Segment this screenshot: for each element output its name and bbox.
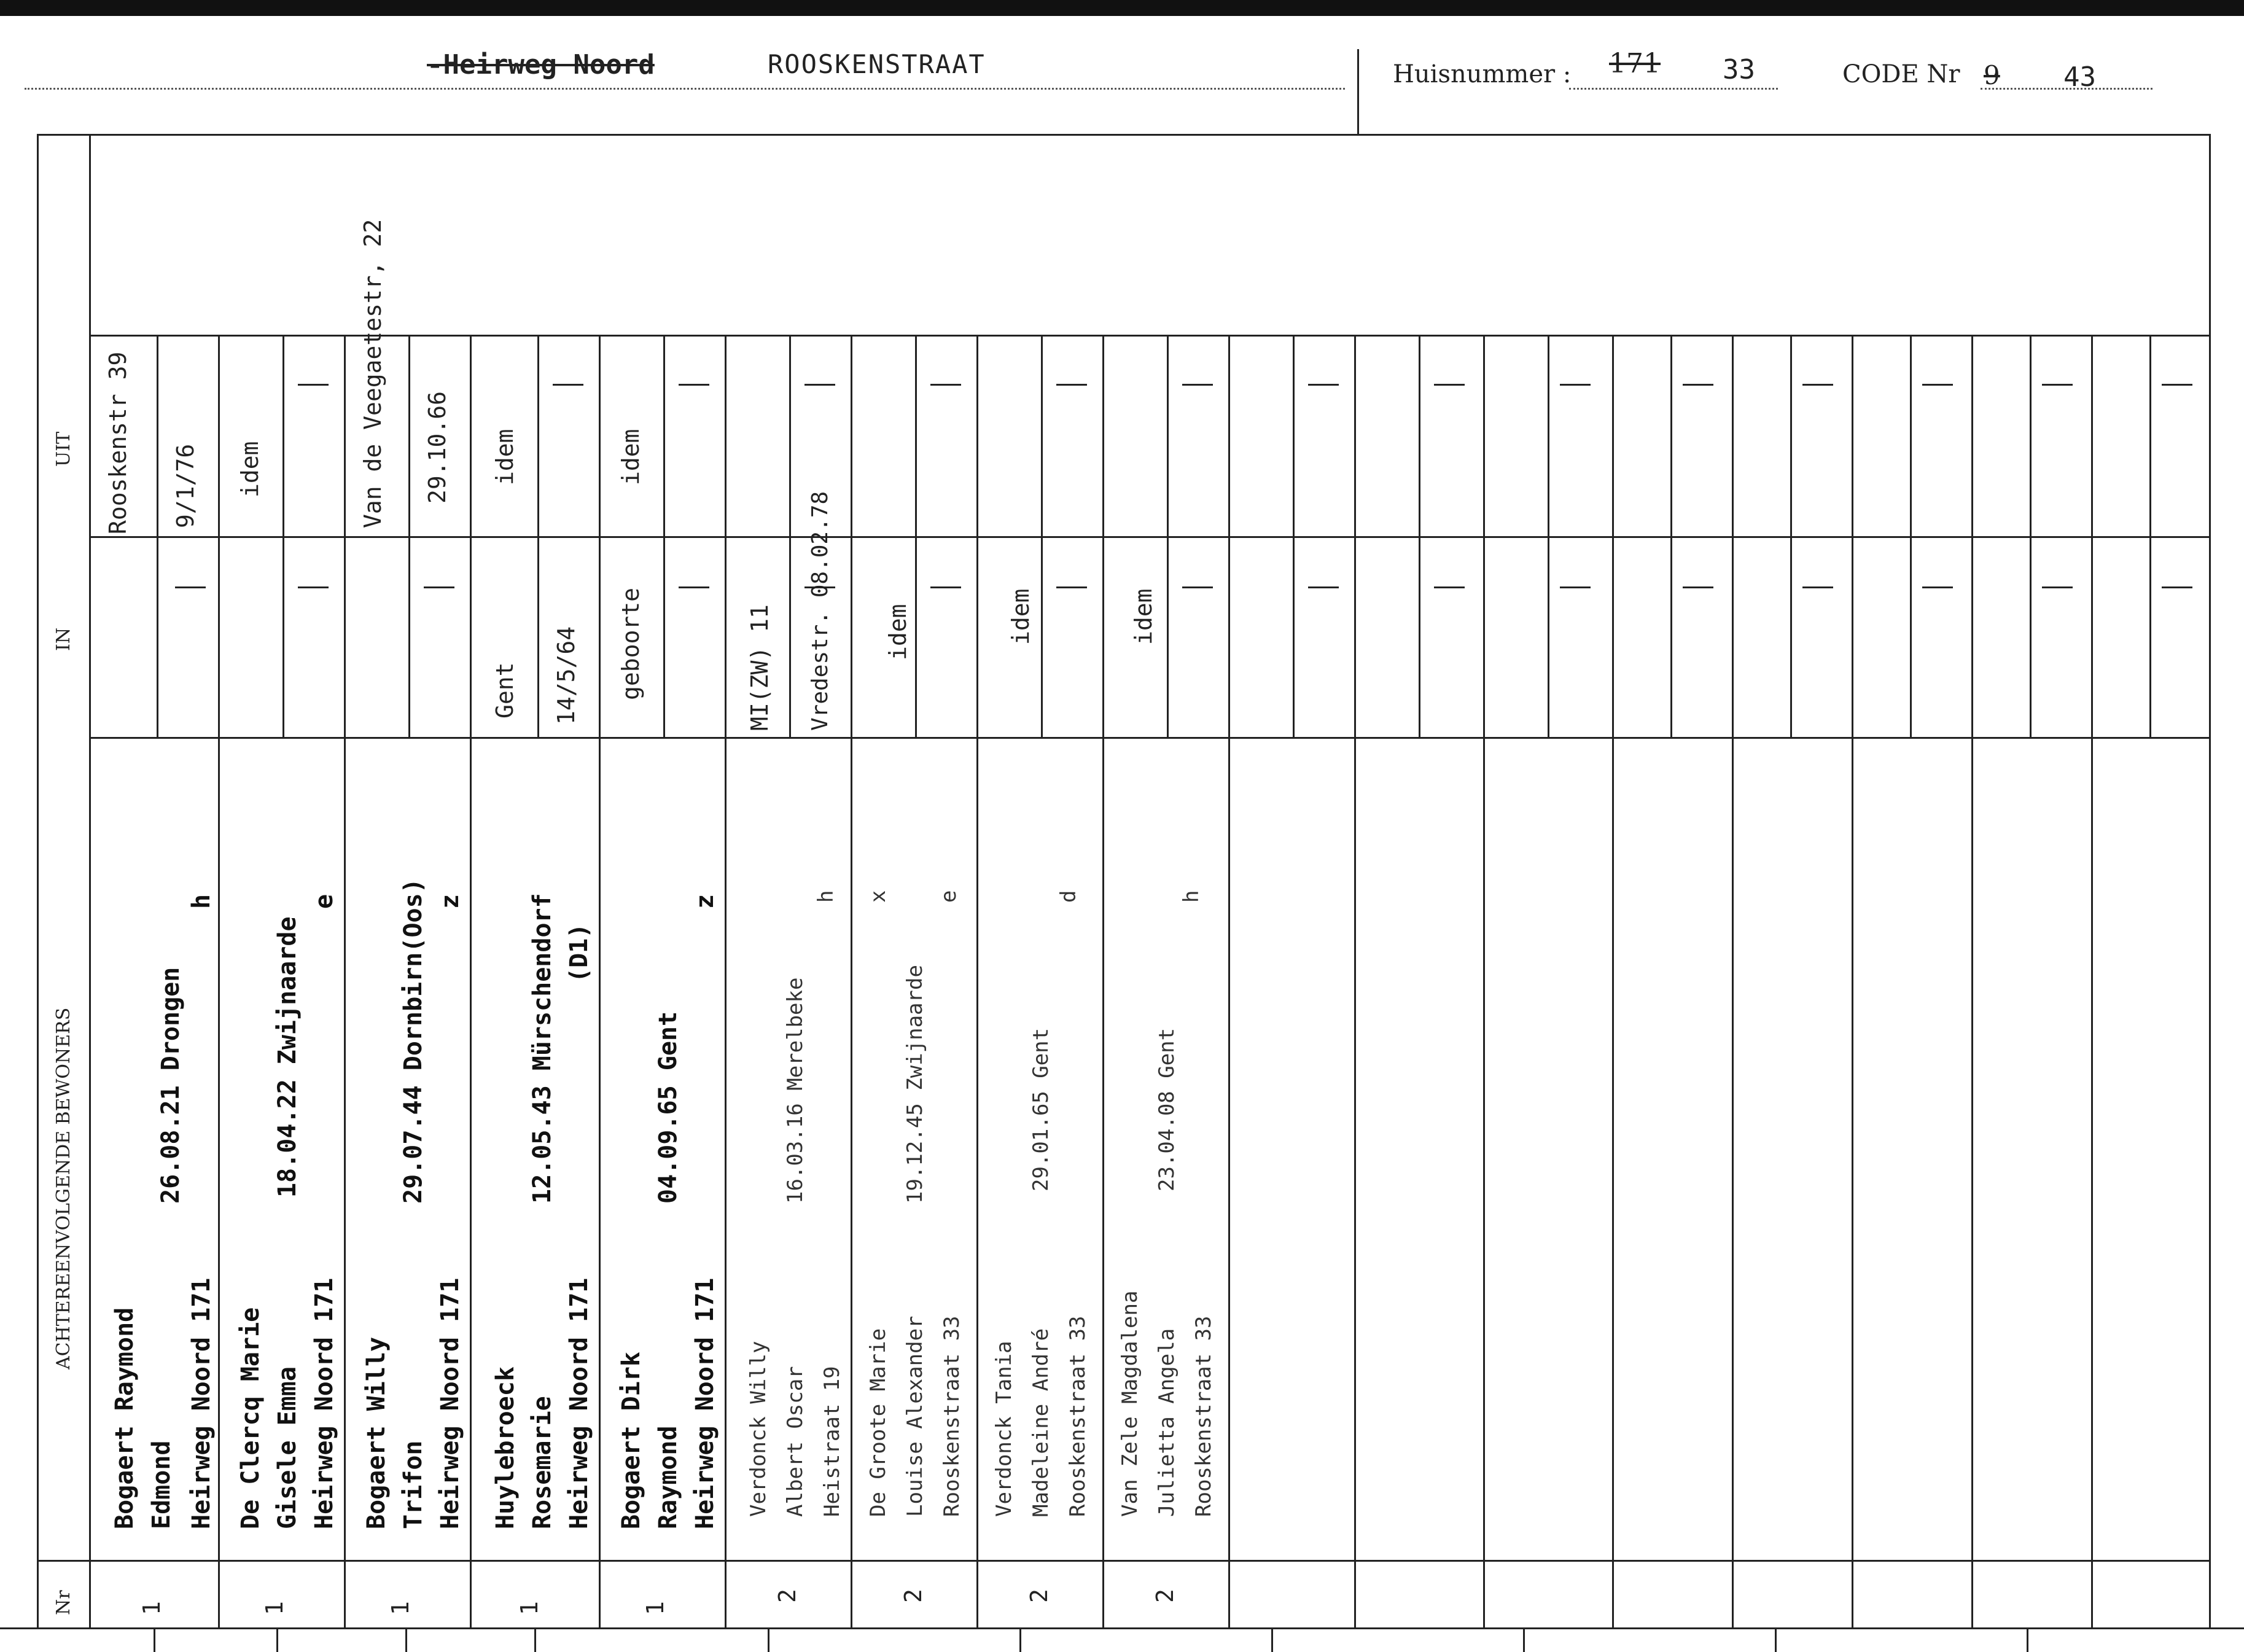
relation: e: [937, 890, 961, 903]
sub-divider: [1293, 335, 1295, 737]
name-line1: Huylebroeck: [491, 1366, 520, 1529]
in-date-dash: [679, 586, 709, 588]
col-divider: [1102, 335, 1104, 1627]
name-line1: De Clercq Marie: [236, 1307, 265, 1529]
bottom-tick: [534, 1627, 536, 1652]
col-divider: [1612, 335, 1614, 1627]
birth: 26.08.21 Drongen: [157, 967, 185, 1204]
relation: h: [1179, 890, 1204, 903]
name-line2: Raymond: [654, 1425, 682, 1529]
name-line1: De Groote Marie: [866, 1328, 890, 1517]
name-line1: Verdonck Tania: [992, 1341, 1016, 1517]
bottom-tick: [1523, 1627, 1525, 1652]
name-line1: Bogaert Willy: [362, 1336, 391, 1529]
name-line1: Bogaert Raymond: [111, 1307, 139, 1529]
bottom-tick: [276, 1627, 278, 1652]
birth: 29.07.44 Dornbirn(Oos): [399, 878, 427, 1204]
in-date-dash: [930, 586, 961, 588]
bottom-tick: [1019, 1627, 1021, 1652]
nr: 2: [1026, 1589, 1053, 1603]
address: Heirweg Noord 171: [691, 1277, 719, 1529]
uit-top-border: [89, 335, 2211, 337]
bottom-tick: [2027, 1627, 2028, 1652]
nr: 1: [516, 1601, 543, 1615]
sub-divider: [1041, 335, 1043, 737]
empty-dash: [1802, 586, 1833, 588]
bewoners-label: ACHTEREENVOLGENDE BEWONERS: [53, 1007, 74, 1370]
empty-dash: [1683, 384, 1713, 386]
empty-dash: [2162, 586, 2192, 588]
empty-dash: [1434, 384, 1465, 386]
in-date-dash: [1182, 586, 1213, 588]
col-divider: [1354, 335, 1356, 1627]
relation: e: [310, 894, 338, 909]
table-right-border: [2209, 134, 2211, 1627]
empty-dash: [1308, 384, 1339, 386]
sub-divider: [663, 335, 665, 737]
birth: 16.03.16 Merelbeke: [783, 977, 808, 1204]
name-line2: Rosemarie: [528, 1396, 556, 1529]
col-divider: [1971, 335, 1973, 1627]
name-line2: Louise Alexander: [903, 1315, 927, 1517]
table-left-border: [37, 134, 39, 1627]
huisnummer-label: Huisnummer :: [1393, 60, 1572, 88]
bottom-tick: [1775, 1627, 1777, 1652]
uit-date-dash: [930, 384, 961, 386]
sub-divider: [1790, 335, 1792, 737]
uit-label: UIT: [53, 431, 74, 467]
street-name-old: -Heirweg Noord: [427, 49, 655, 80]
in-place: idem: [1130, 588, 1157, 645]
sub-divider: [1419, 335, 1420, 737]
sub-divider: [2030, 335, 2032, 737]
empty-dash: [1560, 384, 1591, 386]
col-divider: [344, 335, 346, 1627]
uit-place: idem: [236, 441, 263, 497]
name-line2: Edmond: [147, 1440, 176, 1529]
huisnummer-dotted-line: [1569, 88, 1778, 90]
header-divider: [1357, 49, 1359, 135]
nr: 1: [261, 1601, 288, 1615]
in-date-dash: [1056, 586, 1087, 588]
in-place: idem: [1007, 588, 1034, 645]
col-divider: [470, 335, 472, 1627]
huisnummer-new: 33: [1723, 54, 1755, 85]
in-place-idem: idem: [884, 604, 911, 660]
birth: 29.01.65 Gent: [1029, 1027, 1053, 1191]
col-divider: [1228, 335, 1230, 1627]
uit-date-dash: [1056, 384, 1087, 386]
bottom-tick: [405, 1627, 407, 1652]
in-place: Gent: [491, 662, 518, 719]
in-place: MI(ZW) 11: [746, 604, 773, 731]
uit-date-dash: [1182, 384, 1213, 386]
uit-date-dash: [298, 384, 329, 386]
address: Rooskenstraat 33: [1191, 1315, 1216, 1517]
sub-divider: [282, 335, 284, 737]
empty-dash: [1922, 384, 1953, 386]
uit-place: Van de Veegaetestr, 22: [359, 219, 386, 528]
empty-dash: [1308, 586, 1339, 588]
name-line2: Julietta Angela: [1155, 1328, 1179, 1517]
address: Heistraat 19: [820, 1366, 844, 1517]
address: Heirweg Noord 171: [187, 1277, 216, 1529]
birth: 19.12.45 Zwijnaarde: [903, 965, 927, 1204]
uit-date: 9/1/76: [172, 443, 199, 528]
in-date-dash: [175, 586, 206, 588]
col-divider: [599, 335, 601, 1627]
relation-mark: x: [866, 890, 890, 903]
empty-dash: [2042, 586, 2073, 588]
table-bottom-border: [0, 1627, 2244, 1629]
sub-divider: [157, 335, 158, 737]
nr: 1: [642, 1601, 669, 1615]
empty-dash: [1802, 384, 1833, 386]
street-dotted-line: [25, 88, 1345, 90]
in-date-dash: [424, 586, 454, 588]
in-place: geboorte: [617, 587, 644, 700]
uit-date-dash: [679, 384, 709, 386]
empty-dash: [1683, 586, 1713, 588]
code-dotted-line: [1981, 88, 2152, 90]
birth-country: (D1): [565, 923, 593, 983]
sub-divider: [1910, 335, 1912, 737]
sub-divider: [1167, 335, 1169, 737]
table-top-border: [37, 134, 2211, 136]
bottom-tick: [1271, 1627, 1273, 1652]
in-place: Vredestr. 08.02.78: [808, 491, 833, 731]
name-line2: Madeleine André: [1029, 1328, 1053, 1517]
scan-top-border: [0, 0, 2244, 16]
in-date: 14/5/64: [553, 626, 580, 725]
address: Rooskenstraat 33: [940, 1315, 964, 1517]
uit-date-dash: [804, 384, 835, 386]
bottom-tick: [154, 1627, 155, 1652]
sub-divider: [2149, 335, 2151, 737]
bottom-tick: [768, 1627, 769, 1652]
name-line1: Verdonck Willy: [746, 1341, 771, 1517]
col-divider: [1483, 335, 1485, 1627]
name-line2: Gisele Emma: [273, 1366, 302, 1529]
in-top-border: [89, 536, 2211, 538]
uit-place: Rooskenstr 39: [104, 351, 131, 534]
uit-date: 29.10.66: [424, 391, 451, 504]
name-line1: Van Zele Magdalena: [1118, 1290, 1142, 1517]
sub-divider: [408, 335, 410, 737]
huisnummer-old: 171: [1609, 48, 1661, 79]
col-divider: [725, 335, 727, 1627]
relation: h: [187, 894, 216, 909]
bewoners-top-border: [89, 737, 2211, 739]
empty-dash: [1922, 586, 1953, 588]
nr: 2: [774, 1589, 801, 1603]
birth: 04.09.65 Gent: [654, 1011, 682, 1204]
address: Rooskenstraat 33: [1066, 1315, 1090, 1517]
uit-place: idem: [617, 429, 644, 485]
name-line1: Bogaert Dirk: [617, 1352, 645, 1529]
col-divider: [218, 335, 220, 1627]
name-line2: Albert Oscar: [783, 1366, 808, 1517]
name-line2: Trifon: [399, 1440, 427, 1529]
label-column-divider: [89, 134, 91, 1627]
code-label: CODE Nr: [1842, 60, 1960, 88]
sub-divider: [789, 335, 791, 737]
street-name-new: ROOSKENSTRAAT: [768, 49, 986, 79]
relation: z: [436, 894, 464, 909]
relation: z: [691, 894, 719, 909]
code-new: 43: [2063, 61, 2096, 93]
in-date-dash: [298, 586, 329, 588]
col-divider: [1732, 335, 1734, 1627]
uit-place: idem: [491, 429, 518, 485]
nr-top-border: [37, 1560, 2211, 1562]
nr-label: Nr: [53, 1590, 74, 1615]
col-divider: [976, 335, 978, 1627]
nr: 1: [387, 1601, 414, 1615]
empty-dash: [2042, 384, 2073, 386]
col-divider: [2091, 335, 2093, 1627]
birth: 18.04.22 Zwijnaarde: [273, 916, 302, 1198]
nr: 1: [138, 1601, 165, 1615]
nr: 2: [900, 1589, 927, 1603]
relation: h: [814, 890, 838, 903]
col-divider: [851, 335, 852, 1627]
uit-date-dash: [553, 384, 583, 386]
relation: d: [1056, 890, 1081, 903]
birth: 12.05.43 Mürschendorf: [528, 893, 556, 1204]
birth: 23.04.08 Gent: [1155, 1027, 1179, 1191]
sub-divider: [537, 335, 539, 737]
sub-divider: [1548, 335, 1549, 737]
empty-dash: [1560, 586, 1591, 588]
address: Heirweg Noord 171: [565, 1277, 593, 1529]
nr: 2: [1151, 1589, 1178, 1603]
in-label: IN: [53, 627, 74, 651]
address: Heirweg Noord 171: [310, 1277, 338, 1529]
sub-divider: [915, 335, 917, 737]
col-divider: [1852, 335, 1853, 1627]
empty-dash: [2162, 384, 2192, 386]
address: Heirweg Noord 171: [436, 1277, 464, 1529]
sub-divider: [1670, 335, 1672, 737]
empty-dash: [1434, 586, 1465, 588]
code-old: 9: [1984, 60, 2000, 90]
